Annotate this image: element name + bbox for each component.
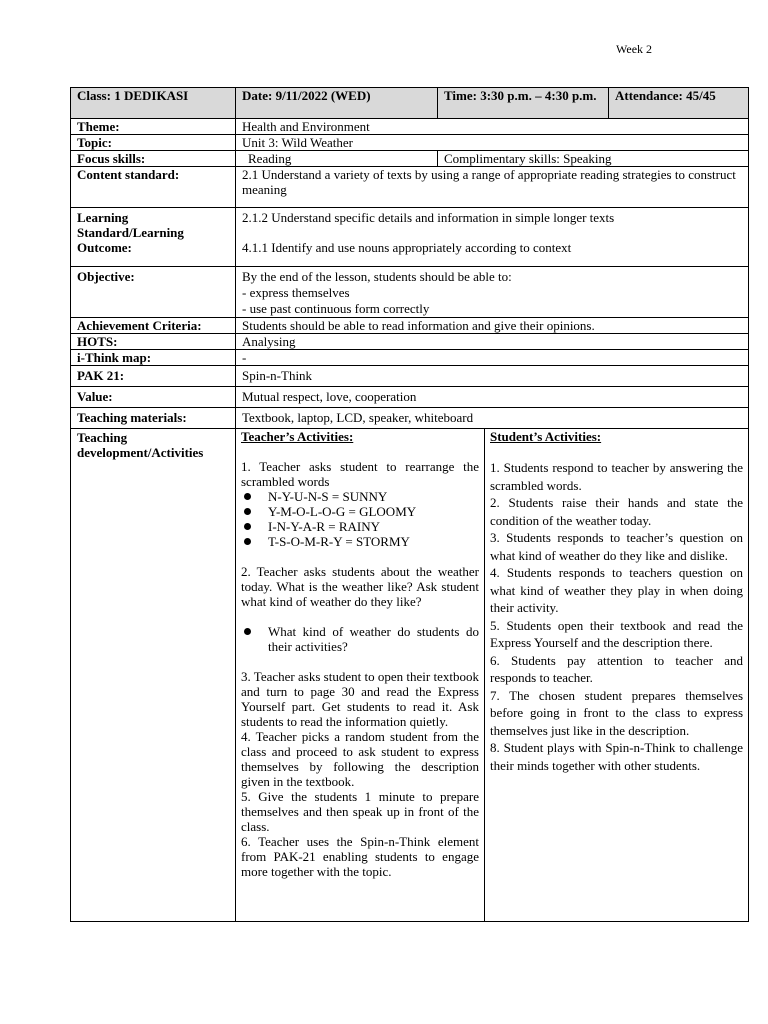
value-label: Value: [71, 387, 236, 408]
activities-label: Teaching development/Activities [71, 429, 236, 922]
teacher-step-2: 2. Teacher asks students about the weather today. What is the weather like? Ask student what kind of weather do they like? [241, 564, 479, 609]
materials-row [71, 408, 749, 429]
focus-label: Focus skills: [71, 151, 236, 167]
objective-row [71, 267, 749, 318]
teacher-activities-title: Teacher’s Activities: [241, 429, 354, 444]
student-step: 6. Students pay attention to teacher and responds to teacher. [490, 652, 744, 685]
class-cell: Class: 1 DEDIKASI [71, 88, 236, 119]
learning-value [236, 208, 749, 267]
value-row [71, 387, 749, 408]
time-cell: Time: 3:30 p.m. – 4:30 p.m. [438, 88, 609, 119]
student-step: 8. Student plays with Spin-n-Think to challenge their minds together with other students. [490, 740, 744, 773]
topic-row [71, 135, 749, 151]
week-label: Week 2 [616, 42, 653, 56]
date-cell: Date: 9/11/2022 (WED) [236, 88, 438, 119]
pak-row [71, 366, 749, 387]
teacher-step-3: 3. Teacher asks student to open their textbook and turn to page 30 and read the Express Yourself part. Get students to read it. Ask students to read the information quietly. [241, 669, 479, 729]
student-step: 3. Students responds to teacher’s question on what kind of weather do they like and dislike. [490, 530, 744, 563]
topic-value: Unit 3: Wild Weather [236, 135, 749, 151]
student-step: 4. Students responds to teachers question on what kind of weather they play in when doing their activity. [490, 565, 744, 615]
materials-label: Teaching materials: [71, 408, 236, 429]
objective-label: Objective: [71, 267, 236, 318]
student-activities [485, 429, 749, 922]
student-step: 2. Students raise their hands and state the condition of the weather today. [490, 495, 744, 528]
activities-row [71, 429, 749, 922]
complimentary-value: Complimentary skills: Speaking [438, 151, 749, 167]
theme-row [71, 119, 749, 135]
content-row [71, 167, 749, 208]
header-row [71, 88, 749, 119]
hots-row [71, 334, 749, 350]
ithink-row [71, 350, 749, 366]
teacher-step-4: 4. Teacher picks a random student from the class and proceed to ask student to express themselves by following the description given in the textbook. [241, 729, 479, 789]
scrambled-words-list [241, 489, 479, 549]
ithink-label: i-Think map: [71, 350, 236, 366]
value-value: Mutual respect, love, cooperation [236, 387, 749, 408]
objective-value [236, 267, 749, 318]
theme-label: Theme: [71, 119, 236, 135]
pak-value: Spin-n-Think [236, 366, 749, 387]
achievement-value: Students should be able to read information and give their opinions. [236, 318, 749, 334]
scrambled-word: Y-M-O-L-O-G = GLOOMY [241, 504, 479, 519]
scrambled-word: I-N-Y-A-R = RAINY [241, 519, 479, 534]
teacher-step-6: 6. Teacher uses the Spin-n-Think element from PAK-21 enabling students to engage more together with the topic. [241, 834, 479, 879]
learning-standard-1: 2.1.2 Understand specific details and information in simple longer texts [242, 210, 615, 225]
objective-item: - express themselves [242, 285, 350, 300]
focus-row [71, 151, 749, 167]
materials-value: Textbook, laptop, LCD, speaker, whiteboard [236, 408, 749, 429]
scrambled-word: N-Y-U-N-S = SUNNY [241, 489, 479, 504]
student-activities-title: Student’s Activities: [490, 429, 602, 444]
scrambled-word: T-S-O-M-R-Y = STORMY [241, 534, 479, 549]
focus-value: Reading [236, 151, 438, 167]
achievement-label: Achievement Criteria: [71, 318, 236, 334]
student-step: 5. Students open their textbook and read the Express Yourself and the description there. [490, 617, 744, 650]
content-value: 2.1 Understand a variety of texts by using a range of appropriate reading strategies to construct meaning [236, 167, 749, 208]
hots-label: HOTS: [71, 334, 236, 350]
objective-intro: By the end of the lesson, students should be able to: [242, 269, 512, 284]
teacher-step-1: 1. Teacher asks student to rearrange the scrambled words [241, 459, 479, 489]
learning-row [71, 208, 749, 267]
content-label: Content standard: [71, 167, 236, 208]
theme-value: Health and Environment [236, 119, 749, 135]
student-step: 7. The chosen student prepares themselves before going in front to the class to express themselves just like in the description. [490, 687, 744, 738]
learning-standard-2: 4.1.1 Identify and use nouns appropriately according to context [242, 240, 572, 255]
teacher-activities [236, 429, 485, 922]
teacher-step-2-question: What kind of weather do students do their activities? [241, 624, 479, 654]
ithink-value: - [236, 350, 749, 366]
achievement-row [71, 318, 749, 334]
student-step: 1. Students respond to teacher by answering the scrambled words. [490, 460, 744, 493]
pak-label: PAK 21: [71, 366, 236, 387]
hots-value: Analysing [236, 334, 749, 350]
attendance-cell: Attendance: 45/45 [609, 88, 749, 119]
learning-label: Learning Standard/Learning Outcome: [71, 208, 236, 267]
teacher-step-5: 5. Give the students 1 minute to prepare themselves and then speak up in front of the class. [241, 789, 479, 834]
objective-item: - use past continuous form correctly [242, 301, 430, 316]
lesson-plan-table [70, 87, 749, 922]
topic-label: Topic: [71, 135, 236, 151]
